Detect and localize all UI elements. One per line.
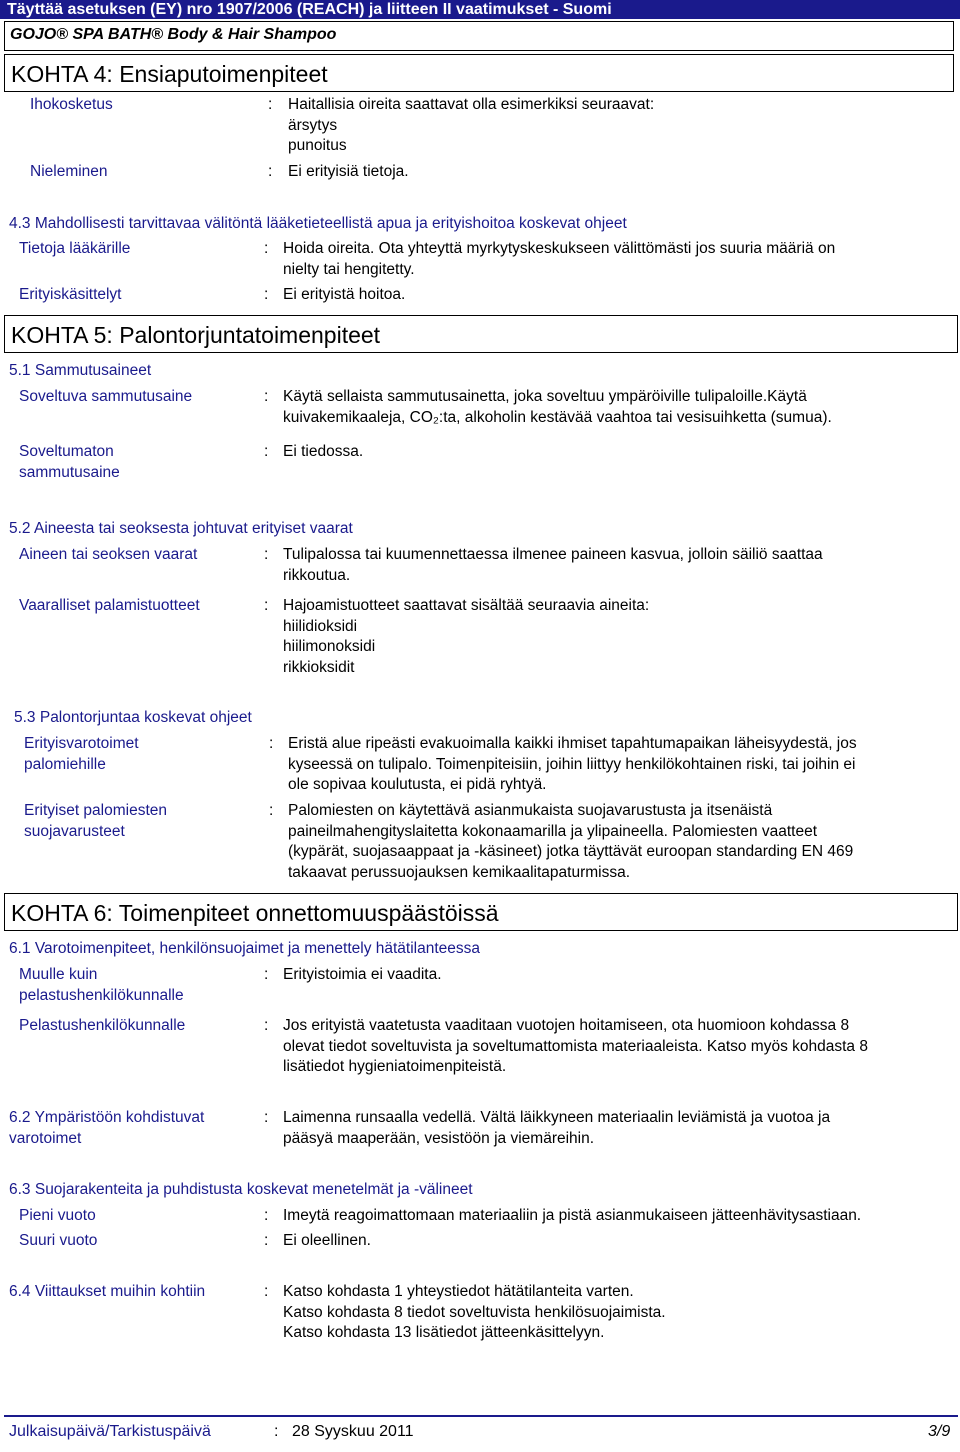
text-line: paineilmahengityslaitetta kokonaamarilla ja ylipaineella. Palomiesten vaatteet: [288, 822, 818, 840]
regulation-banner-text: Täyttää asetuksen (EY) nro 1907/2006 (REACH) ja liitteen II vaatimukset - Suomi: [7, 1, 612, 18]
text-line: rikkoutua.: [283, 566, 351, 584]
suitable-extinguisher-value: [283, 387, 832, 428]
section-4-heading-box: [4, 54, 954, 92]
section-5-heading-box: [4, 315, 958, 353]
text-line: ole sopivaa koulutusta, ei pidä ryhtyä.: [288, 776, 547, 793]
text-line: hiilimonoksidi: [283, 638, 376, 655]
text-line: Haitallisia oireita saattavat olla esimerkiksi seuraavat:: [288, 96, 655, 113]
label-line: Soveltumaton: [19, 443, 114, 460]
text-line: Palomiesten on käytettävä asianmukaista suojavarustusta ja itsenäistä: [288, 802, 773, 819]
colon: :: [264, 966, 269, 983]
environmental-precautions-label: [9, 1108, 204, 1149]
text-line: Laimenna runsaalla vedellä. Vältä läikkyneen materiaalin leviämistä ja vuotoa ja: [283, 1109, 831, 1126]
firefighter-precautions-value: [288, 734, 857, 796]
colon: :: [264, 1017, 269, 1034]
non-emergency-personnel-label: [19, 965, 184, 1006]
skin-contact-label: Ihokosketus: [30, 96, 113, 113]
colon: :: [268, 96, 273, 113]
label-line: sammutusaine: [19, 463, 120, 481]
text-line: Hajoamistuotteet saattavat sisältää seuraavia aineita:: [283, 597, 650, 614]
subsection-6-3-title: 6.3 Suojarakenteita ja puhdistusta koskevat menetelmät ja -välineet: [9, 1181, 473, 1198]
colon: :: [264, 546, 269, 563]
references-label: 6.4 Viittaukset muihin kohtiin: [9, 1283, 206, 1300]
special-treatment-label: Erityiskäsittelyt: [19, 286, 122, 303]
colon: :: [264, 1283, 269, 1300]
text-line: pääsyä maaperään, vesistöön ja viemäreihin.: [283, 1129, 595, 1147]
text-line: (kypärät, suojasaappaat ja -käsineet) jotka täyttävät euroopan standarding EN 469: [288, 843, 854, 860]
ingestion-label: Nieleminen: [30, 163, 108, 180]
text-line: Katso kohdasta 1 yhteystiedot hätätilanteita varten.: [283, 1283, 634, 1300]
page-number: 3/9: [928, 1423, 951, 1440]
special-treatment-value: Ei erityistä hoitoa.: [283, 286, 406, 303]
section-6-title: KOHTA 6: Toimenpiteet onnettomuuspäästöissä: [11, 900, 499, 926]
large-spill-label: Suuri vuoto: [19, 1232, 98, 1249]
references-value: [283, 1282, 666, 1344]
text-line: ärsytys: [288, 116, 338, 134]
skin-contact-value: [288, 95, 654, 157]
subsection-5-2-title: 5.2 Aineesta tai seoksesta johtuvat erityiset vaarat: [9, 520, 353, 537]
issue-date-value: 28 Syyskuu 2011: [292, 1423, 414, 1440]
label-line: palomiehille: [24, 755, 106, 773]
non-emergency-personnel-value: Erityistoimia ei vaadita.: [283, 966, 442, 983]
issue-date-label: Julkaisupäivä/Tarkistuspäivä: [9, 1423, 211, 1440]
combustion-products-value: [283, 596, 649, 678]
text-line: Katso kohdasta 8 tiedot soveltuvista henkilösuojaimista.: [283, 1303, 666, 1321]
text-line: kuivakemikaaleja, CO₂:ta, alkoholin kestävää vaahtoa tai vesisuihketta (sumua).: [283, 408, 832, 426]
text-line: lisätiedot hygieniatoimenpiteistä.: [283, 1058, 507, 1075]
text-line: takaavat perussuojauksen kemikaalitapaturmissa.: [288, 863, 631, 881]
unsuitable-extinguisher-value: Ei tiedossa.: [283, 443, 364, 460]
footer-divider: [4, 1415, 958, 1417]
text-line: nielty tai hengitetty.: [283, 260, 415, 278]
suitable-extinguisher-label: Soveltuva sammutusaine: [19, 388, 193, 405]
subsection-4-3-title: 4.3 Mahdollisesti tarvittavaa välitöntä lääketieteellistä apua ja erityishoitoa koskevat ohjeet: [9, 215, 627, 232]
subsection-5-1-title: 5.1 Sammutusaineet: [9, 362, 152, 379]
regulation-banner: [0, 0, 960, 19]
colon: :: [269, 802, 274, 819]
colon: :: [264, 597, 269, 614]
emergency-responders-value: [283, 1016, 868, 1078]
unsuitable-extinguisher-label: [19, 442, 120, 483]
firefighter-equipment-label: [24, 801, 167, 842]
colon: :: [264, 1207, 269, 1224]
colon: :: [264, 388, 269, 405]
text-line: kyseessä on tulipalo. Toimenpiteisiin, joihin liittyy henkilökohtainen riski, tai joihin ei: [288, 755, 856, 773]
label-line: Muulle kuin: [19, 966, 98, 983]
text-line: hiilidioksidi: [283, 617, 358, 635]
label-line: Erityisvarotoimet: [24, 735, 139, 752]
text-line: olevat tiedot soveltuvista ja soveltumattomista materiaaleista. Katso myös kohdasta 8: [283, 1037, 868, 1055]
combustion-products-label: Vaaralliset palamistuotteet: [19, 597, 200, 614]
text-line: Hoida oireita. Ota yhteyttä myrkytyskeskukseen välittömästi jos suuria määriä on: [283, 240, 836, 257]
colon: :: [264, 286, 269, 303]
text-line: Eristä alue ripeästi evakuoimalla kaikki ihmiset tapahtumapaikan läheisyydestä, jos: [288, 735, 857, 752]
colon: :: [264, 240, 269, 257]
small-spill-value: Imeytä reagoimattomaan materiaaliin ja pistä asianmukaiseen jätteenhävitysastiaan.: [283, 1207, 862, 1224]
colon: :: [264, 443, 269, 460]
label-line: 6.2 Ympäristöön kohdistuvat: [9, 1109, 205, 1126]
text-line: punoitus: [288, 137, 347, 154]
mixture-hazards-label: Aineen tai seoksen vaarat: [19, 546, 198, 563]
label-line: varotoimet: [9, 1129, 82, 1147]
colon: :: [264, 1232, 269, 1249]
firefighter-precautions-label: [24, 734, 139, 775]
doctor-info-label: Tietoja lääkärille: [19, 240, 131, 257]
section-4-title: KOHTA 4: Ensiaputoimenpiteet: [11, 61, 328, 87]
text-line: Käytä sellaista sammutusainetta, joka soveltuu ympäröiville tulipaloille.Käytä: [283, 388, 807, 405]
text-line: Tulipalossa tai kuumennettaessa ilmenee paineen kasvua, jolloin säiliö saattaa: [283, 546, 823, 563]
text-line: Katso kohdasta 13 lisätiedot jätteenkäsittelyyn.: [283, 1324, 605, 1341]
product-name: GOJO® SPA BATH® Body & Hair Shampoo: [10, 26, 337, 43]
label-line: Erityiset palomiesten: [24, 802, 168, 819]
text-line: Jos erityistä vaatetusta vaaditaan vuotojen hoitamiseen, ota huomioon kohdassa 8: [283, 1017, 850, 1034]
product-name-box: [4, 21, 954, 51]
label-line: suojavarusteet: [24, 822, 125, 840]
emergency-responders-label: Pelastushenkilökunnalle: [19, 1017, 186, 1034]
doctor-info-value: [283, 239, 835, 280]
mixture-hazards-value: [283, 545, 823, 586]
subsection-6-1-title: 6.1 Varotoimenpiteet, henkilönsuojaimet ja menettely hätätilanteessa: [9, 940, 481, 957]
label-line: pelastushenkilökunnalle: [19, 986, 184, 1004]
section-6-heading-box: [4, 893, 958, 931]
colon: :: [264, 1109, 269, 1126]
colon: :: [268, 163, 273, 180]
text-line: rikkioksidit: [283, 658, 355, 676]
subsection-5-3-title: 5.3 Palontorjuntaa koskevat ohjeet: [14, 709, 252, 726]
small-spill-label: Pieni vuoto: [19, 1207, 96, 1224]
environmental-precautions-value: [283, 1108, 830, 1149]
colon: :: [269, 735, 274, 752]
firefighter-equipment-value: [288, 801, 853, 883]
section-5-title: KOHTA 5: Palontorjuntatoimenpiteet: [11, 322, 381, 348]
colon: :: [274, 1423, 279, 1440]
ingestion-value: Ei erityisiä tietoja.: [288, 163, 409, 180]
large-spill-value: Ei oleellinen.: [283, 1232, 371, 1249]
